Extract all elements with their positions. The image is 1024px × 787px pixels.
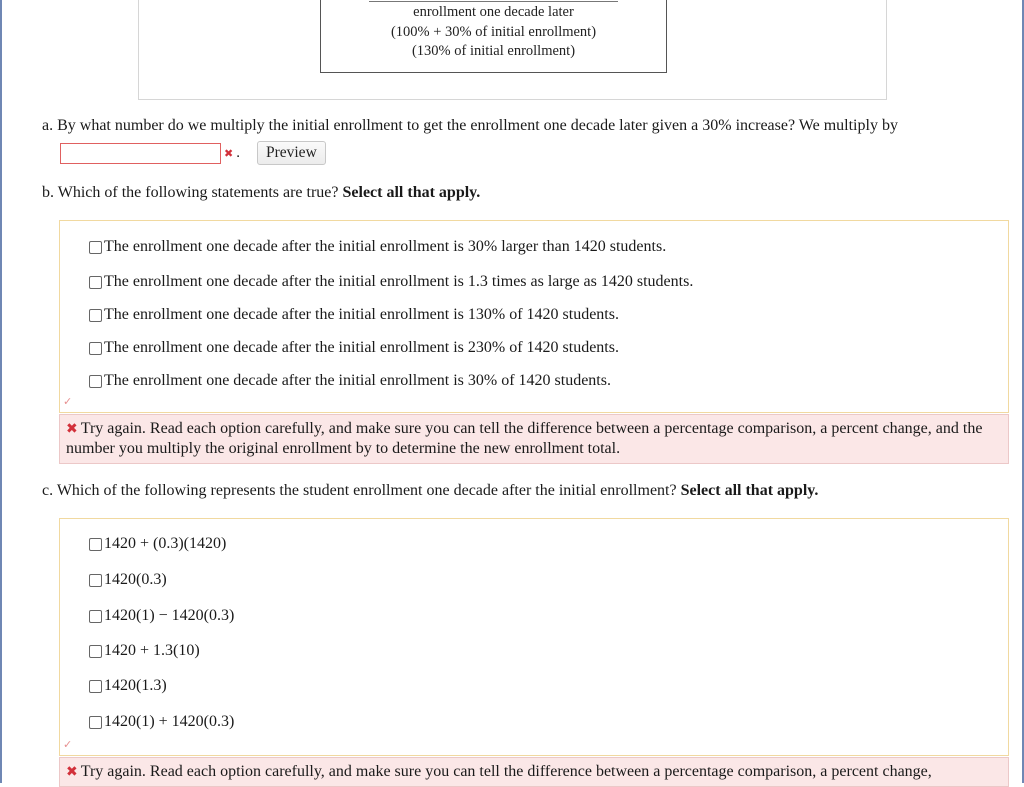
part-c-option-6[interactable]	[89, 713, 234, 731]
x-mark-icon: ✖	[66, 421, 78, 437]
part-c-option-1[interactable]	[89, 535, 226, 553]
check-icon: ✓	[63, 738, 73, 751]
option-label: 1420(1.3)	[104, 677, 167, 694]
figure-line-2: (100% + 30% of initial enrollment)	[390, 24, 597, 40]
option-label: 1420 + 1.3(10)	[104, 642, 200, 659]
part-c-option-3[interactable]	[89, 607, 234, 625]
part-c-option-5[interactable]	[89, 677, 167, 695]
figure-line-1: enrollment one decade later	[413, 4, 574, 20]
part-b-question	[42, 184, 480, 202]
option-label: 1420(1) − 1420(0.3)	[104, 607, 235, 624]
part-a-answer-input[interactable]	[60, 143, 221, 164]
checkbox[interactable]	[89, 309, 102, 322]
part-c-select-all: Select all that apply.	[680, 482, 819, 499]
preview-button[interactable]: Preview	[257, 141, 326, 165]
x-mark-icon: ✖	[224, 146, 234, 160]
part-c-question	[42, 482, 818, 500]
checkbox[interactable]	[89, 680, 102, 693]
option-label: 1420(1) + 1420(0.3)	[104, 713, 235, 730]
part-c-option-4[interactable]	[89, 642, 200, 660]
part-b-question-text: b. Which of the following statements are true?	[42, 184, 343, 201]
part-c-question-text: c. Which of the following represents the student enrollment one decade after the initial enrollment?	[42, 482, 681, 499]
checkbox[interactable]	[89, 276, 102, 289]
check-icon: ✓	[63, 395, 73, 408]
option-label: The enrollment one decade after the initial enrollment is 30% larger than 1420 students.	[104, 238, 667, 255]
enrollment-figure	[320, 0, 667, 73]
figure-line-3: (130% of initial enrollment)	[411, 43, 576, 59]
option-label: The enrollment one decade after the initial enrollment is 130% of 1420 students.	[104, 306, 619, 323]
checkbox[interactable]	[89, 538, 102, 551]
figure-divider	[369, 1, 618, 2]
checkbox[interactable]	[89, 610, 102, 623]
part-b-options-panel	[59, 220, 1009, 413]
part-b-select-all: Select all that apply.	[342, 184, 481, 201]
checkbox[interactable]	[89, 342, 102, 355]
part-b-feedback	[59, 414, 1009, 464]
option-label: 1420 + (0.3)(1420)	[104, 535, 227, 552]
part-c-feedback-text: Try again. Read each option carefully, and make sure you can tell the difference between a percentage comparison, a percent change,	[80, 763, 932, 780]
part-a-answer-row	[60, 141, 326, 165]
option-label: The enrollment one decade after the initial enrollment is 30% of 1420 students.	[104, 372, 611, 389]
part-b-option-2[interactable]	[89, 273, 693, 291]
part-c-option-2[interactable]	[89, 571, 167, 589]
part-b-feedback-text: Try again. Read each option carefully, and make sure you can tell the difference between a percentage comparison, a percent change, and the number you multiply the original enrollment by to determine the new enrollment total.	[66, 420, 983, 457]
checkbox[interactable]	[89, 574, 102, 587]
part-c-options-panel	[59, 518, 1009, 756]
option-label: The enrollment one decade after the initial enrollment is 1.3 times as large as 1420 students.	[104, 273, 694, 290]
part-b-option-5[interactable]	[89, 372, 611, 390]
answer-period: .	[236, 144, 240, 161]
option-label: The enrollment one decade after the initial enrollment is 230% of 1420 students.	[104, 339, 619, 356]
part-b-option-1[interactable]	[89, 238, 666, 256]
checkbox[interactable]	[89, 645, 102, 658]
x-mark-icon: ✖	[66, 764, 78, 780]
checkbox[interactable]	[89, 241, 102, 254]
checkbox[interactable]	[89, 716, 102, 729]
part-b-option-3[interactable]	[89, 306, 619, 324]
part-a-question: a. By what number do we multiply the initial enrollment to get the enrollment one decade later given a 30% increase? We multiply by	[42, 117, 898, 134]
option-label: 1420(0.3)	[104, 571, 167, 588]
part-b-option-4[interactable]	[89, 339, 619, 357]
checkbox[interactable]	[89, 375, 102, 388]
